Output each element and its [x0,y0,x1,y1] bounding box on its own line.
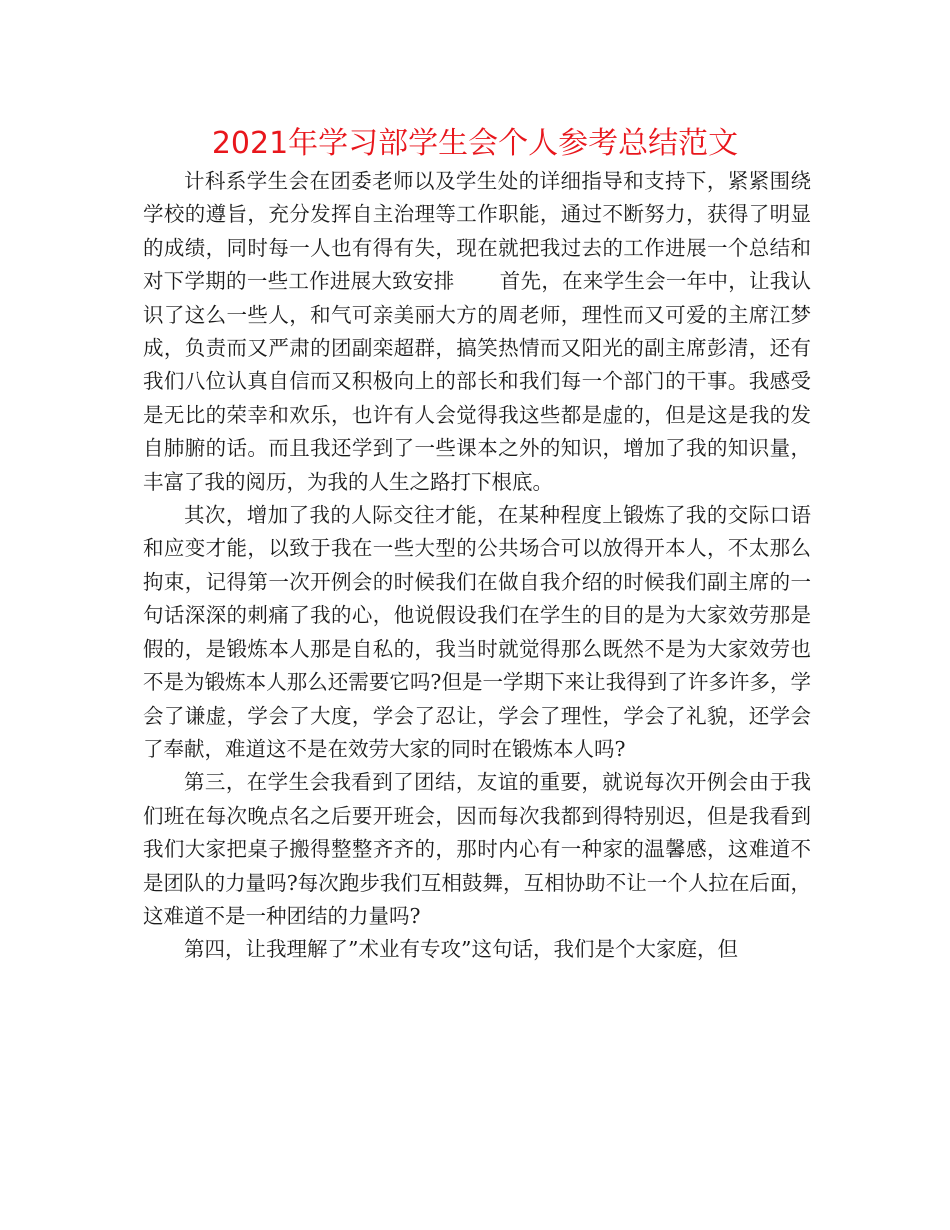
paragraph-1-part-1: 计科系学生会在团委老师以及学生处的详细指导和支持下，紧紧围绕学校的遵旨，充分发挥自主治理等工作职能，通过不断努力，获得了明显的成绩，同时每一人也有得有失，现在就把我过去的工作进展一个总结和对下学期的一些工作进展大致安排 [143,169,811,294]
document-title: 2021年学习部学生会个人参考总结范文 [211,126,739,161]
document-body [143,165,811,967]
paragraph-1-part-2: 首先，在来学生会一年中，让我认识了这么一些人，和气可亲美丽大方的周老师，理性而又可爱的主席江梦成，负责而又严肃的团副栾超群，搞笑热情而又阳光的副主席彭清，还有我们八位认真自信而又积极向上的部长和我们每一个部门的干事。我感受是无比的荣幸和欢乐，也许有人会觉得我这些都是虚的，但是这是我的发自肺腑的话。而且我还学到了一些课本之外的知识，增加了我的知识量，丰富了我的阅历，为我的人生之路打下根底。 [143,269,811,494]
paragraph-4: 第四，让我理解了”术业有专攻”这句话，我们是个大家庭，但 [184,937,738,962]
paragraph-2: 其次，增加了我的人际交往才能，在某种程度上锻炼了我的交际口语和应变才能，以致于我在一些大型的公共场合可以放得开本人，不太那么拘束，记得第一次开例会的时候我们在做自我介绍的时候我们副主席的一句话深深的刺痛了我的心，他说假设我们在学生的目的是为大家效劳那是假的，是锻炼本人那是自私的，我当时就觉得那么既然不是为大家效劳也不是为锻炼本人那么还需要它吗?但是一学期下来让我得到了许多许多，学会了谦虚，学会了大度，学会了忍让，学会了理性，学会了礼貌，还学会了奉献，难道这不是在效劳大家的同时在锻炼本人吗? [143,503,811,761]
paragraph-1 [143,165,811,499]
paragraph-3: 第三，在学生会我看到了团结，友谊的重要，就说每次开例会由于我们班在每次晚点名之后要开班会，因而每次我都到得特别迟，但是我看到我们大家把桌子搬得整整齐齐的，那时内心有一种家的温馨感，这难道不是团队的力量吗?每次跑步我们互相鼓舞，互相协助不让一个人拉在后面，这难道不是一种团结的力量吗? [143,770,811,928]
